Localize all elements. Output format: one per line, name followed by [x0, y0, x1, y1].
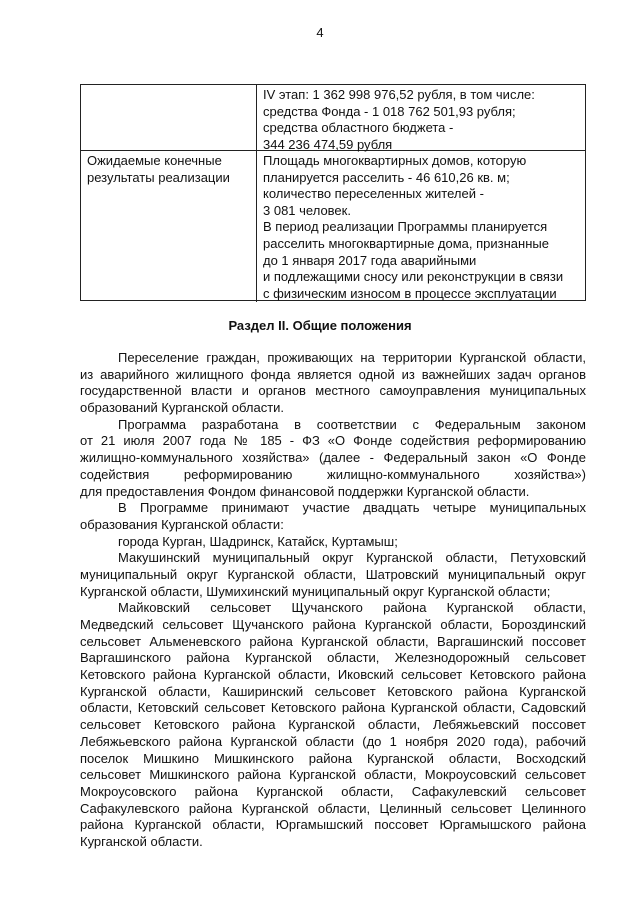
paragraph-line: Переселение граждан, проживающих на территории Курганской области,: [118, 350, 586, 365]
table-line: расселить многоквартирные дома, признанные: [263, 235, 549, 251]
paragraph-line: Программа разработана в соответствии с Федеральным законом: [118, 416, 586, 432]
table-line: IV этап: 1 362 998 976,52 рубля, в том числе:: [263, 87, 535, 102]
table-line: результаты реализации: [87, 169, 230, 185]
paragraph-line: от 21 июля 2007 года № 185 - ФЗ «О Фонде содействия реформированию: [80, 433, 586, 449]
table-cell-row2-value: [257, 151, 585, 302]
paragraph-line: Варгашинского района Курганской области, Железнодорожный сельсовет: [80, 650, 586, 666]
table-line: В период реализации Программы планируется: [263, 219, 548, 235]
table-line: планируется расселить - 46 610,26 кв. м;: [263, 169, 510, 185]
paragraph-line: образования Курганской области:: [80, 516, 284, 532]
paragraph-line: области, Кетовский сельсовет Кетовского района Курганской области, Садовский: [80, 700, 586, 716]
table-cell-row2-label: [81, 151, 257, 302]
paragraph-line: Медведский сельсовет Щучанского района Курганской области, Бороздинский: [80, 617, 586, 632]
table-line: Площадь многоквартирных домов, которую: [263, 153, 527, 168]
table-line: средства областного бюджета -: [263, 120, 454, 136]
paragraph-line: Кетовского района Курганской области, Иковский сельсовет Кетовского района: [80, 667, 586, 683]
paragraph-line: Сафакулевского района Курганской области, Целинный сельсовет Целинного: [80, 800, 586, 816]
table-cell-row1-value: [257, 85, 585, 151]
paragraph-line: для предоставления Фондом финансовой поддержки Курганской области.: [80, 483, 530, 499]
table-line: до 1 января 2017 года аварийными: [263, 252, 477, 268]
paragraph-line: жилищно-коммунального хозяйства» (далее - Федеральный закон «О Фонде: [80, 450, 586, 466]
paragraph-line: района Курганской области, Юргамышский поссовет Юргамышского района: [80, 817, 586, 833]
paragraph-line: из аварийного жилищного фонда является одной из важнейших задач органов: [80, 366, 586, 382]
table-line: количество переселенных жителей -: [263, 186, 484, 202]
table-line: средства Фонда - 1 018 762 501,93 рубля;: [263, 103, 516, 119]
paragraph-line: Курганской области.: [80, 833, 203, 849]
paragraph-line: сельсовет Кетовского района Курганской области, Лебяжьевский поссовет: [80, 717, 586, 733]
paragraph-line: Майковский сельсовет Щучанского района Курганской области,: [118, 600, 586, 616]
program-passport-table: [80, 84, 586, 301]
paragraph-line: муниципальный округ Курганской области, Шатровский муниципальный округ: [80, 566, 586, 582]
paragraph-line: Макушинский муниципальный округ Курганской области, Петуховский: [118, 550, 586, 566]
page-number: 4: [316, 25, 324, 40]
paragraph-line: сельсовет Мишкинского района Курганской области, Мокроусовский сельсовет: [80, 767, 586, 783]
table-line: 3 081 человек.: [263, 202, 351, 218]
paragraph-line: города Курган, Шадринск, Катайск, Куртамыш;: [118, 533, 398, 549]
paragraph-line: государственной власти и органов местного самоуправления муниципальных: [80, 383, 586, 399]
paragraph-line: образований Курганской области.: [80, 400, 285, 416]
section-title: Раздел II. Общие положения: [228, 318, 412, 333]
table-line: 344 236 474,59 рубля: [263, 136, 393, 152]
table-line: и подлежащими сносу или реконструкции в связи: [263, 269, 564, 285]
paragraph-line: Курганской области, Каширинский сельсовет Кетовского района Курганской: [80, 683, 586, 699]
paragraph-line: Лебяжьевского района Курганской области (до 1 ноября 2020 года), рабочий: [80, 733, 586, 749]
table-line: с физическим износом в процессе эксплуатации: [263, 285, 557, 301]
body-text: [80, 350, 586, 851]
paragraph-line: Мокроусовского района Курганской области, Сафакулевский сельсовет: [80, 783, 586, 799]
table-line: Ожидаемые конечные: [87, 153, 222, 168]
paragraph-line: поселок Мишкино Мишкинского района Курганской области, Восходский: [80, 750, 586, 766]
paragraph-line: В Программе принимают участие двадцать четыре муниципальных: [118, 500, 586, 516]
paragraph-line: Курганской области, Шумихинский муниципальный округ Курганской области;: [80, 583, 551, 599]
paragraph-line: сельсовет Альменевского района Курганской области, Варгашинский поссовет: [80, 633, 586, 649]
paragraph-line: содействия реформированию жилищно-коммунального хозяйства»): [80, 466, 586, 482]
table-cell-row1-label: [81, 85, 257, 151]
